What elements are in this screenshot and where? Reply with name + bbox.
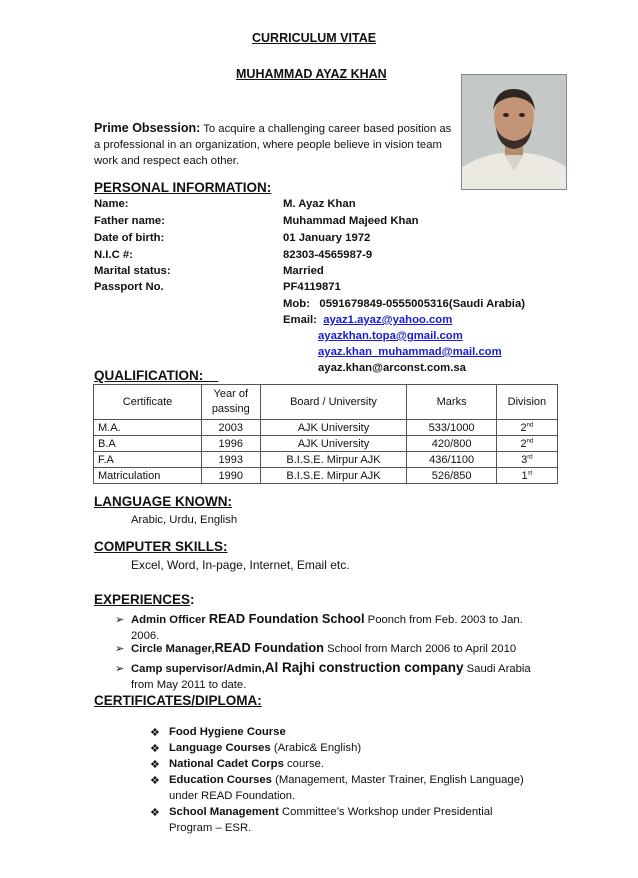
experience-org: Al Rajhi construction company: [264, 660, 464, 675]
division-suffix: st: [527, 469, 533, 476]
experience-detail: Poonch from Feb. 2003 to Jan.: [367, 614, 523, 626]
personal-mobile: [283, 298, 525, 310]
cell-board: AJK University: [260, 436, 407, 452]
col-year: Year of passing: [202, 385, 260, 420]
certificate-item: [169, 740, 361, 756]
col-marks: Marks: [407, 385, 496, 420]
experience-role: Admin Officer: [131, 614, 206, 626]
table-header-row: [94, 385, 558, 420]
experience-item-3: [131, 660, 546, 693]
division-value: 3: [521, 453, 528, 466]
personal-label-nic: N.I.C #:: [94, 249, 133, 261]
personal-label-name: Name:: [94, 198, 129, 210]
diamond-bullet-icon: ❖: [150, 743, 160, 755]
experiences-colon: :: [190, 592, 195, 607]
personal-value-father: Muhammad Majeed Khan: [283, 215, 419, 227]
certificate-detail: (Arabic& English): [273, 742, 362, 754]
experience-org: READ Foundation: [214, 640, 324, 655]
experience-detail: Saudi Arabia: [466, 663, 531, 675]
certificate-detail: Committee’s Workshop under Presidential: [282, 806, 493, 818]
qualification-heading-text: QUALIFICATION:: [94, 368, 204, 383]
arrow-bullet-icon: ➢: [115, 663, 125, 675]
table-row: [94, 452, 558, 468]
division-suffix: nd: [526, 421, 534, 428]
cell-board: B.I.S.E. Mirpur AJK: [260, 468, 407, 484]
certificate-item: [169, 772, 545, 804]
computer-text: Excel, Word, In-page, Internet, Email etc.: [131, 558, 350, 572]
email-text-4: ayaz.khan@arconst.com.sa: [318, 362, 466, 374]
col-certificate: Certificate: [94, 385, 202, 420]
email-link-2[interactable]: ayazkhan.topa@gmail.com: [318, 330, 463, 342]
cell-marks: 420/800: [407, 436, 496, 452]
objective-line2: a professional in an organization, where people believe in vision team: [94, 139, 442, 151]
division-value: 1: [521, 469, 528, 482]
personal-value-nic: 82303-4565987-9: [283, 249, 373, 261]
computer-heading: COMPUTER SKILLS:: [94, 539, 228, 554]
experience-role: Circle Manager,: [131, 643, 215, 655]
col-division: Division: [496, 385, 557, 420]
certificate-detail: course.: [287, 758, 325, 770]
cell-cert: Matriculation: [94, 468, 202, 484]
division-value: 2: [520, 437, 527, 450]
experiences-heading: [94, 592, 195, 607]
personal-value-passport: PF4119871: [283, 281, 341, 293]
diamond-bullet-icon: ❖: [150, 759, 160, 771]
cv-name: MUHAMMAD AYAZ KHAN: [236, 67, 387, 81]
certificate-title: Food Hygiene Course: [169, 726, 286, 738]
certificate-item: [169, 804, 545, 836]
col-board: Board / University: [260, 385, 407, 420]
cell-division: [496, 436, 557, 452]
division-suffix: rd: [527, 453, 533, 460]
cell-marks: 526/850: [407, 468, 496, 484]
cell-board: AJK University: [260, 420, 407, 436]
person-portrait-icon: [462, 75, 566, 189]
table-row: [94, 420, 558, 436]
certificate-title: National Cadet Corps: [169, 758, 284, 770]
certificate-detail-2: under READ Foundation.: [169, 790, 296, 802]
cell-year: 1996: [202, 436, 260, 452]
cell-year: 1993: [202, 452, 260, 468]
qualification-heading: [94, 368, 218, 383]
cv-title: CURRICULUM VITAE: [252, 31, 377, 45]
mobile-label: Mob:: [283, 298, 310, 310]
experience-role: Camp supervisor/Admin,: [131, 663, 265, 675]
personal-value-dob: 01 January 1972: [283, 232, 371, 244]
personal-label-father: Father name:: [94, 215, 165, 227]
experience-item-2: [131, 640, 546, 657]
diamond-bullet-icon: ❖: [150, 807, 160, 819]
experience-detail-2: 2006.: [131, 630, 160, 642]
diamond-bullet-icon: ❖: [150, 727, 160, 739]
arrow-bullet-icon: ➢: [115, 614, 125, 626]
languages-heading: LANGUAGE KNOWN:: [94, 494, 232, 509]
table-row: [94, 468, 558, 484]
cell-year: 2003: [202, 420, 260, 436]
arrow-bullet-icon: ➢: [115, 643, 125, 655]
personal-label-dob: Date of birth:: [94, 232, 165, 244]
personal-value-marital: Married: [283, 265, 324, 277]
objective-line3: work and respect each other.: [94, 155, 240, 167]
certificates-heading: CERTIFICATES/DIPLOMA:: [94, 693, 262, 708]
email-label: Email:: [283, 314, 317, 326]
personal-label-passport: Passport No.: [94, 281, 164, 293]
certificate-detail-2: Program – ESR.: [169, 822, 252, 834]
cell-cert: F.A: [94, 452, 202, 468]
experiences-heading-text: EXPERIENCES: [94, 592, 191, 607]
cell-division: [496, 468, 557, 484]
cell-year: 1990: [202, 468, 260, 484]
diamond-bullet-icon: ❖: [150, 775, 160, 787]
experience-org: READ Foundation School: [208, 611, 365, 626]
languages-text: Arabic, Urdu, English: [131, 514, 238, 526]
certificate-title: Education Courses: [169, 774, 272, 786]
personal-info-heading: PERSONAL INFORMATION:: [94, 180, 272, 195]
table-row: [94, 436, 558, 452]
personal-value-name: M. Ayaz Khan: [283, 198, 356, 210]
certificate-item: [169, 724, 286, 740]
objective-line1: To acquire a challenging career based position as: [203, 123, 452, 135]
division-value: 2: [520, 421, 527, 434]
cell-division: [496, 452, 557, 468]
certificate-title: Language Courses: [169, 742, 271, 754]
cell-marks: 436/1100: [407, 452, 496, 468]
cell-board: B.I.S.E. Mirpur AJK: [260, 452, 407, 468]
email-link-1[interactable]: ayaz1.ayaz@yahoo.com: [323, 314, 453, 326]
objective: [94, 120, 464, 169]
certificate-title: School Management: [169, 806, 279, 818]
profile-photo: [461, 74, 567, 190]
certificate-detail: (Management, Master Trainer, English Language): [275, 774, 524, 786]
mobile-value: 0591679849-0555005316(Saudi Arabia): [319, 298, 525, 310]
qualification-table: [93, 384, 558, 484]
personal-email: [283, 314, 452, 326]
cell-marks: 533/1000: [407, 420, 496, 436]
objective-label: Prime Obsession:: [94, 121, 201, 135]
experience-detail: School from March 2006 to April 2010: [327, 643, 517, 655]
cell-cert: M.A.: [94, 420, 202, 436]
experience-detail-2: from May 2011 to date.: [131, 679, 247, 691]
cell-division: [496, 420, 557, 436]
cell-cert: B.A: [94, 436, 202, 452]
personal-label-marital: Marital status:: [94, 265, 171, 277]
certificate-item: [169, 756, 324, 772]
email-link-3[interactable]: ayaz.khan_muhammad@mail.com: [318, 346, 502, 358]
division-suffix: nd: [526, 437, 534, 444]
